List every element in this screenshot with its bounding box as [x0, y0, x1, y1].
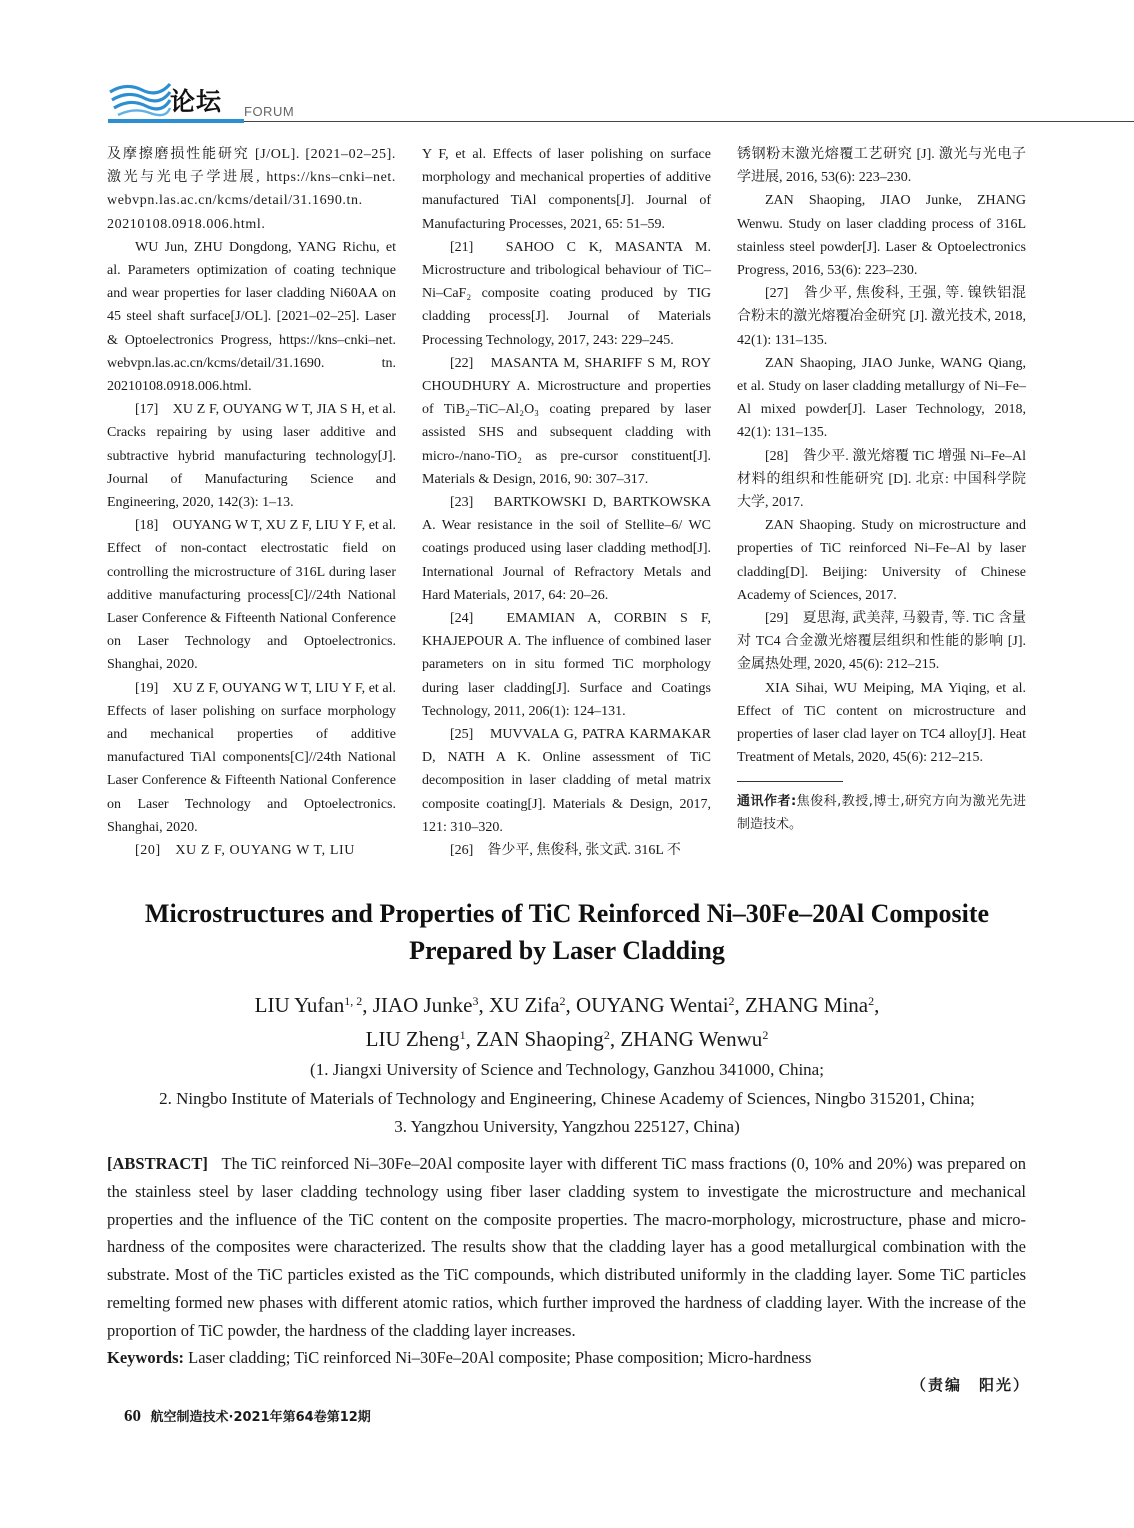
journal-issue: 航空制造技术·2021年第64卷第12期 — [150, 1410, 371, 1425]
keywords — [107, 1344, 1026, 1372]
author-affiliation-mark: 1, 2 — [344, 994, 363, 1008]
affiliation-list — [60, 1056, 1074, 1142]
author-name: XU Zifa — [488, 993, 560, 1017]
author-name: ZAN Shaoping — [476, 1027, 604, 1051]
reference-entry: 及摩擦磨损性能研究 [J/OL]. [2021–02–25]. 激光与光电子学进展, https://kns–cnki–net. webvpn.las.ac.cn/kcms/detail/31.1690.tn. 20210108.0918.006.html. — [107, 147, 396, 232]
reference-entry: [25] MUVVALA G, PATRA KARMAKAR D, NATH A K. Online assessment of TiC decomposition in laser cladding of metal matrix composite coating[J]. Materials & Design, 2017, 121: 310–320. — [422, 727, 711, 835]
keywords-text: Laser cladding; TiC reinforced Ni–30Fe–20Al composite; Phase composition; Micro-hardness — [188, 1348, 812, 1367]
abstract-text: The TiC reinforced Ni–30Fe–20Al composite layer with different TiC mass fractions (0, 10% and 20%) was prepared on the stainless steel by laser cladding technology using fiber laser cladding system to investigate the microstructure and mechanical properties and the influence of the TiC content on the composite properties. The macro-morphology, microstructure, phase and micro-hardness of the composites were characterized. The results show that the cladding layer has a good metallurgical combination with the substrate. Most of the TiC particles existed as the TiC compounds, which distributed uniformly in the cladding layer. Some TiC particles remelting formed new phases with different atomic ratios, which further improved the hardness of cladding layer. With the increase of the proportion of TiC powder, the hardness of the cladding layer increases. — [107, 1154, 1026, 1340]
reference-entry: WU Jun, ZHU Dongdong, YANG Richu, et al. Parameters optimization of coating technique and wear properties for laser cladding Ni60AA on 45 steel shaft surface[J/OL]. [2021–02–25]. Laser & Optoelectronics Progress, https://kns–cnki–net. webvpn.las.ac.cn/kcms/detail/31.1690. tn. 20210108.0918.006.html. — [107, 239, 396, 395]
affiliation-line: (1. Jiangxi University of Science and Technology, Ganzhou 341000, China; — [310, 1060, 824, 1079]
article-title — [60, 895, 1074, 969]
reference-entry: [27] 昝少平, 焦俊科, 王强, 等. 镍铁铝混合粉末的激光熔覆冶金研究 [J]. 激光技术, 2018, 42(1): 131–135. — [737, 286, 1026, 348]
reference-entry: [26] 昝少平, 焦俊科, 张文武. 316L 不 — [450, 843, 681, 859]
reference-column-3 — [737, 143, 1026, 836]
reference-column-2 — [422, 143, 711, 862]
reference-entry: [18] OUYANG W T, XU Z F, LIU Y F, et al. Effect of non-contact electrostatic field on controlling the microstructure of 316L during laser additive manufacturing process[C]//24th National Laser Conference & Fifteenth National Conference on Laser Technology and Optoelectronics. Shanghai, 2020. — [107, 518, 396, 673]
author-affiliation-mark: 1 — [459, 1028, 466, 1042]
reference-entry: [19] XU Z F, OUYANG W T, LIU Y F, et al. Effects of laser polishing on surface morphology and mechanical properties of additive manufactured TiAl components[C]//24th National Laser Conference & Fifteenth National Conference on Laser Technology and Optoelectronics. Shanghai, 2020. — [107, 680, 396, 835]
affiliation-line: 3. Yangzhou University, Yangzhou 225127, China) — [394, 1117, 740, 1136]
author-separator: , — [465, 1027, 477, 1051]
header-accent-bar — [108, 119, 244, 123]
reference-entry: Y F, et al. Effects of laser polishing on surface morphology and mechanical properties of additive manufactured TiAl components[J]. Journal of Manufacturing Processes, 2021, 65: 51–59. — [422, 147, 711, 232]
page-number: 60 — [124, 1406, 141, 1425]
reference-column-1 — [107, 143, 396, 862]
keywords-label: Keywords: — [107, 1348, 184, 1367]
author-separator: , — [874, 993, 880, 1017]
abstract — [107, 1150, 1026, 1345]
header-rule — [244, 121, 1134, 122]
author-name: ZHANG Mina — [745, 993, 869, 1017]
reference-entry: [28] 昝少平. 激光熔覆 TiC 增强 Ni–Fe–Al 材料的组织和性能研究 [D]. 北京: 中国科学院大学, 2017. — [737, 448, 1026, 511]
corresponding-author-text: 焦俊科,教授,博士,研究方向为激光先进制造技术。 — [737, 794, 1026, 833]
reference-entry: [22] MASANTA M, SHARIFF S M, ROY CHOUDHURY A. Microstructure and properties of TiB₂–TiC–Al₂O₃ coating prepared by laser assisted SHS and subsequent cladding with micro-/nano-TiO₂ as pre-cursor constituent[J]. Materials & Design, 2016, 90: 307–317. — [422, 355, 711, 487]
abstract-label: [ABSTRACT] — [107, 1154, 208, 1173]
reference-entry: [20] XU Z F, OUYANG W T, LIU — [135, 843, 355, 859]
wave-logo-icon — [108, 80, 172, 120]
page-header — [108, 78, 1134, 128]
author-name: LIU Yufan — [254, 993, 345, 1017]
section-label: FORUM — [244, 104, 295, 119]
author-line-2 — [60, 1022, 1074, 1056]
author-affiliation-mark: 2 — [868, 994, 875, 1008]
author-separator: , — [565, 993, 577, 1017]
reference-entry: [29] 夏思海, 武美萍, 马毅青, 等. TiC 含量对 TC4 合金激光熔覆层组织和性能的影响 [J]. 金属热处理, 2020, 45(6): 212–215. — [737, 611, 1026, 673]
reference-entry: XIA Sihai, WU Meiping, MA Yiqing, et al. Effect of TiC content on microstructure and properties of laser clad layer on TC4 alloy[J]. Heat Treatment of Metals, 2020, 45(6): 212–215. — [737, 680, 1026, 766]
reference-entry: [21] SAHOO C K, MASANTA M. Microstructure and tribological behaviour of TiC–Ni–CaF₂ composite coating produced by TIG cladding process[J]. Journal of Materials Processing Technology, 2017, 243: 229–245. — [422, 239, 711, 348]
reference-entry: ZAN Shaoping, JIAO Junke, WANG Qiang, et al. Study on laser cladding metallurgy of Ni–Fe–Al mixed powder[J]. Laser Technology, 2018, 42(1): 131–135. — [737, 355, 1026, 441]
author-name: OUYANG Wentai — [576, 993, 729, 1017]
author-affiliation-mark: 2 — [728, 994, 735, 1008]
reference-entry: [17] XU Z F, OUYANG W T, JIA S H, et al. Cracks repairing by using laser additive and subtractive hybrid manufacturing technology[J]. Journal of Manufacturing Science and Engineering, 2020, 142(3): 1–13. — [107, 402, 396, 511]
corresponding-author-label: 通讯作者: — [737, 794, 797, 810]
author-affiliation-mark: 2 — [559, 994, 566, 1008]
page-footer — [124, 1406, 371, 1426]
reference-entry: 锈钢粉末激光熔覆工艺研究 [J]. 激光与光电子学进展, 2016, 53(6): 223–230. — [737, 147, 1026, 186]
author-separator: , — [734, 993, 746, 1017]
reference-entry: [24] EMAMIAN A, CORBIN S F, KHAJEPOUR A. The influence of combined laser parameters on in situ formed TiC morphology during laser cladding[J]. Surface and Coatings Technology, 2011, 206(1): 124–131. — [422, 611, 711, 719]
author-line-1 — [60, 988, 1074, 1022]
section-logo-text: 论坛 — [170, 87, 223, 116]
title-line-1: Microstructures and Properties of TiC Reinforced Ni–30Fe–20Al Composite — [144, 899, 990, 928]
author-affiliation-mark: 2 — [762, 1028, 769, 1042]
author-affiliation-mark: 3 — [472, 994, 479, 1008]
author-name: ZHANG Wenwu — [620, 1027, 763, 1051]
author-separator: , — [478, 993, 489, 1017]
corresponding-author-note — [737, 790, 1026, 836]
author-affiliation-mark: 2 — [603, 1028, 610, 1042]
author-separator: , — [362, 993, 373, 1017]
affiliation-line: 2. Ningbo Institute of Materials of Technology and Engineering, Chinese Academy of Sciences, Ningbo 315201, China; — [159, 1088, 975, 1108]
author-name: JIAO Junke — [372, 993, 473, 1017]
reference-entry: [23] BARTKOWSKI D, BARTKOWSKA A. Wear resistance in the soil of Stellite–6/ WC coatings produced using laser cladding method[J]. International Journal of Refractory Metals and Hard Materials, 2017, 64: 20–26. — [422, 495, 711, 603]
reference-entry: ZAN Shaoping. Study on microstructure and properties of TiC reinforced Ni–Fe–Al by laser cladding[D]. Beijing: University of Chinese Academy of Sciences, 2017. — [737, 518, 1026, 603]
author-separator: , — [609, 1027, 621, 1051]
editor-note: （责编 阳光） — [910, 1376, 1030, 1394]
reference-entry: ZAN Shaoping, JIAO Junke, ZHANG Wenwu. Study on laser cladding process of 316L stainless steel powder[J]. Laser & Optoelectronics Progress, 2016, 53(6): 223–230. — [737, 193, 1026, 279]
title-line-2: Prepared by Laser Cladding — [409, 936, 725, 965]
author-list — [60, 988, 1074, 1056]
footnote-separator — [737, 781, 843, 782]
author-name: LIU Zheng — [365, 1027, 460, 1051]
